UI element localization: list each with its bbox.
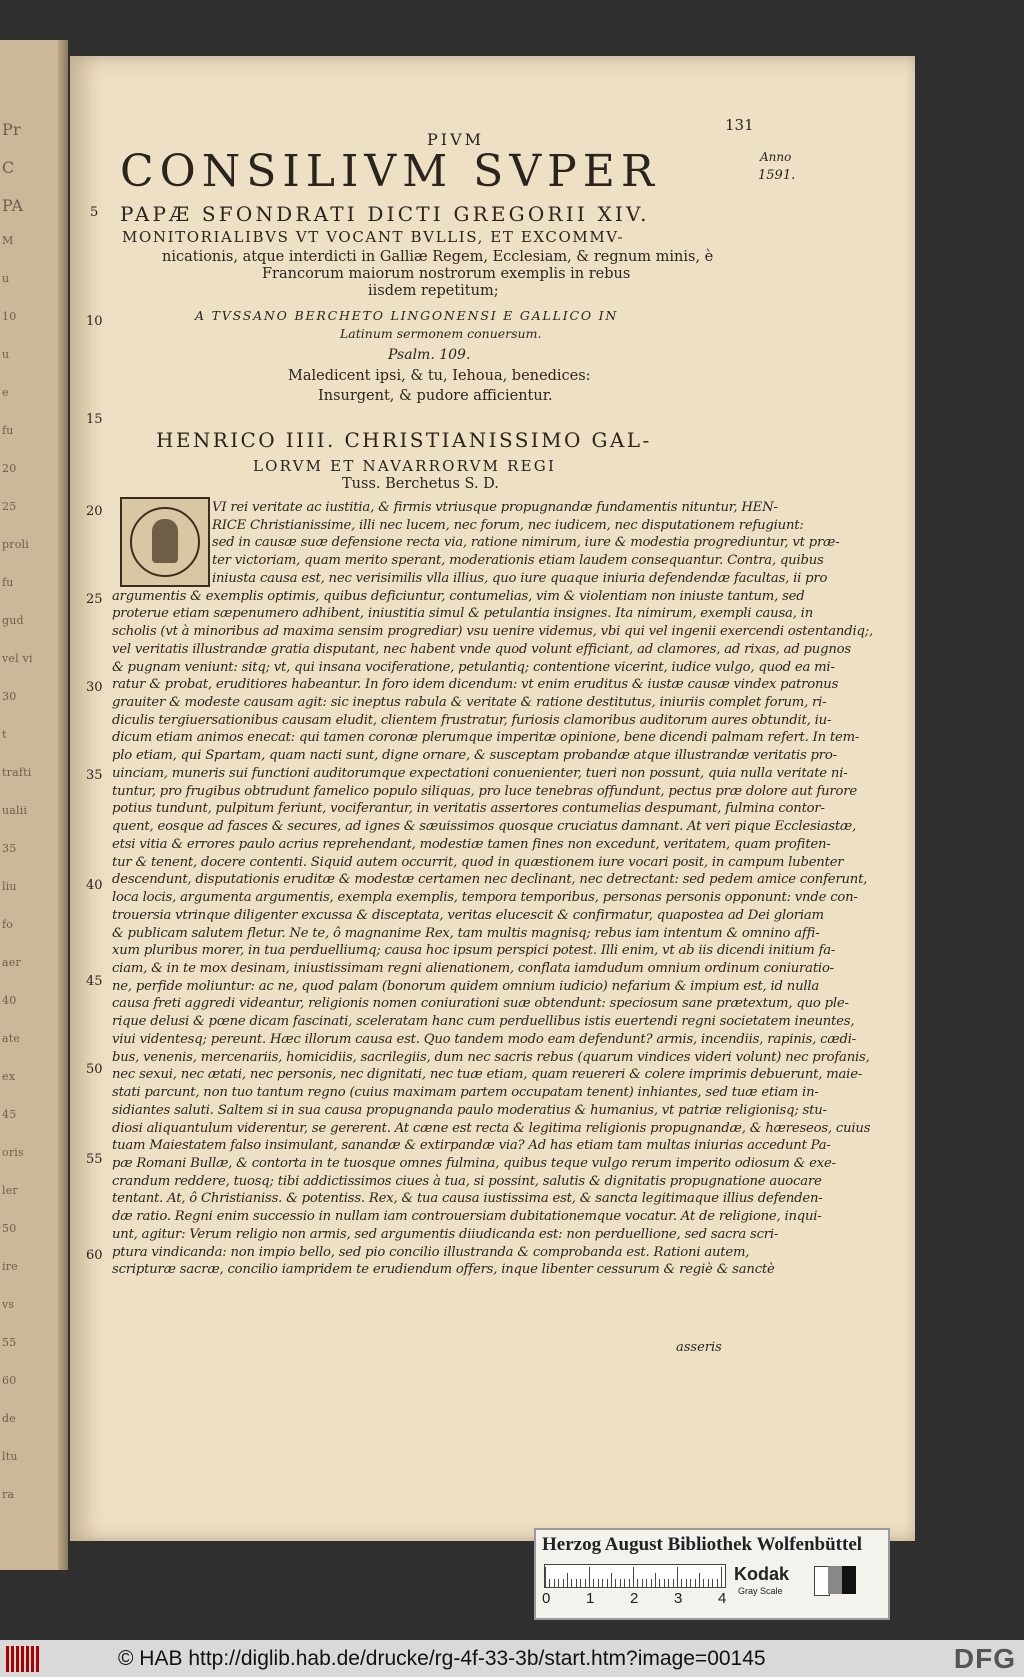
left-page-fragment: PA xyxy=(2,196,24,215)
ruler-tick xyxy=(681,1579,682,1587)
left-page-fragment: ex xyxy=(2,1070,16,1083)
body-line: pæ Romani Bullæ, & contorta in te tuosque omnes fulmina, quibus teque vulgo rerum imperito odiosum & exe- xyxy=(112,1156,836,1171)
ruler-tick xyxy=(690,1579,691,1587)
body-line: & pugnam veniunt: sitq; vt, qui insana vociferatione, petulantiq; contentione vicerint, iudice vulgo, quod ea mi- xyxy=(112,659,835,675)
body-line: viui videntesq; pereunt. Hæc illorum causa est. Quo tandem modo eam defendunt? armis, incendiis, rapinis, cædi- xyxy=(112,1031,857,1047)
catchword: asseris xyxy=(676,1340,722,1355)
line-number: 5 xyxy=(90,205,99,220)
running-head: PIVM xyxy=(427,130,485,149)
ruler-tick xyxy=(673,1579,674,1587)
left-page-fragment: ra xyxy=(2,1488,15,1501)
title-sub-4: Francorum maiorum nostrorum exemplis in rebus xyxy=(262,266,631,282)
ruler-tick xyxy=(659,1579,660,1587)
body-line: tur & tenent, docere contenti. Siquid autem occurrit, quod in quæstionem iure vocari posit, in campum lubenter xyxy=(112,854,844,870)
ruler-tick xyxy=(668,1579,669,1587)
ruler-tick xyxy=(624,1579,625,1587)
body-line: dicum etiam animos enecat: qui tamen coronæ plerumque imperitæ opinione, bene dicendi palmam refert. In tem- xyxy=(112,730,860,746)
psalm-verse-2: Insurgent, & pudore afficientur. xyxy=(318,388,553,404)
author-line-1: A TVSSANO BERCHETO LINGONENSI E GALLICO IN xyxy=(195,308,619,323)
body-line: tuam Maiestatem falso insimulant, sanandæ & extirpandæ via? Ad has etiam tam multas iniurias accedunt Pa- xyxy=(112,1138,831,1154)
line-number: 30 xyxy=(86,680,103,695)
ruler-tick xyxy=(589,1567,590,1587)
line-number: 10 xyxy=(86,314,103,329)
ruler-tick xyxy=(563,1579,564,1587)
body-line: loca locis, argumenta argumentis, exempla exemplis, tempora temporibus, personas personis opponunt: vnde con- xyxy=(112,890,858,906)
body-line: scholis (vt à minoribus ad maxima sensim progrediar) vsu uenire videmus, vbi qui vel ingenii exercendi ostentandiq;, xyxy=(112,624,873,640)
line-number: 25 xyxy=(86,592,103,607)
left-page-fragment: u xyxy=(2,348,10,361)
line-number: 50 xyxy=(86,1062,103,1077)
left-page-fragment: gud xyxy=(2,614,24,627)
initial-figure xyxy=(152,519,178,563)
body-line: quent, eosque ad fasces & secures, ad ignes & sæuissimos quosque cruciatus damnant. At veri pique Ecclesiastæ, xyxy=(112,819,857,835)
line-number: 35 xyxy=(86,768,103,783)
left-page-fragment: 35 xyxy=(2,842,17,855)
margin-year: 1591. xyxy=(758,168,796,183)
title-sub-3: nicationis, atque interdicti in Galliæ Regem, Ecclesiam, & regnum minis, è xyxy=(162,249,714,265)
left-page-fragment: oris xyxy=(2,1146,24,1159)
body-line: causa freti aggredi videantur, religionis nomen coniurationi suæ obtendunt: speciosum sane prætextum, quo ple- xyxy=(112,996,849,1012)
line-number: 20 xyxy=(86,504,103,519)
line-number: 15 xyxy=(86,412,103,427)
body-line: ptura vindicanda: non impio bello, sed pio concilio illustranda & comprobanda est. Rationi autem, xyxy=(112,1244,750,1260)
ruler-tick xyxy=(593,1579,594,1587)
book-gutter xyxy=(58,40,68,1570)
left-page-fragment: ltu xyxy=(2,1450,18,1463)
left-page-fragment: ler xyxy=(2,1184,18,1197)
ruler-number: 0 xyxy=(542,1590,551,1607)
body-line: dæ ratio. Regni enim successio in nullam iam controuersiam dubitationemque vocatur. At de religione, inqui- xyxy=(112,1209,822,1225)
ruler-number: 3 xyxy=(674,1590,683,1607)
body-line: sidiantes saluti. Saltem si in sua causa propugnanda paulo moderatius & humanius, vt patriæ religionisq; stu- xyxy=(112,1102,827,1118)
ruler-tick xyxy=(571,1579,572,1587)
ruler-tick xyxy=(642,1579,643,1587)
author-line-2: Latinum sermonem conuersum. xyxy=(340,326,542,341)
ruler-tick xyxy=(655,1573,656,1587)
dfg-logo: DFG xyxy=(953,1643,1016,1674)
left-page-fragment: ualii xyxy=(2,804,28,817)
body-line: tuntur, pro frugibus obtrudunt famelico populo siliquas, pro luce tenebras offundunt, pectus præ dolore aut furore xyxy=(112,783,857,799)
footer-bar xyxy=(0,1640,1024,1677)
left-page-fragment: fo xyxy=(2,918,14,931)
body-line: ter victoriam, quam merito sperant, moderationis etiam laudem consequantur. Contra, quibus xyxy=(212,553,824,569)
left-page-fragment: vs xyxy=(2,1298,15,1311)
ruler-tick xyxy=(567,1573,568,1587)
ruler-tick xyxy=(646,1579,647,1587)
left-page-fragment: 20 xyxy=(2,462,17,475)
body-line: etsi vitia & errores paulo acrius reprehendant, modestiæ tamen fines non excedunt, veritatem, quam profiten- xyxy=(112,836,831,852)
left-page-fragment: fu xyxy=(2,576,14,589)
ruler-tick xyxy=(664,1579,665,1587)
ruler-tick xyxy=(717,1579,718,1587)
dedication-line-3: Tuss. Berchetus S. D. xyxy=(342,476,499,492)
left-page-fragment: C xyxy=(2,158,15,177)
psalm-reference: Psalm. 109. xyxy=(388,347,471,363)
left-page-fragment: t xyxy=(2,728,7,741)
ruler-tick xyxy=(558,1579,559,1587)
page-number: 131 xyxy=(725,116,754,134)
body-line: unt, agitur: Verum religio non armis, sed argumentis diiudicanda est: non perduellione, sed sacra scri- xyxy=(112,1226,779,1242)
body-line: stati parcunt, non tuo tantum regno (cuius maximam partem occupatam tenent) inhiantes, sed tuæ etiam in- xyxy=(112,1085,819,1101)
ruler-tick xyxy=(703,1579,704,1587)
title-sub-2: MONITORIALIBVS VT VOCANT BVLLIS, ET EXCOMMV- xyxy=(122,228,625,246)
left-page-fragment: u xyxy=(2,272,10,285)
ruler-tick xyxy=(611,1573,612,1587)
library-color-target xyxy=(534,1528,890,1620)
ruler-tick xyxy=(637,1579,638,1587)
ruler-tick xyxy=(615,1579,616,1587)
ruler-tick xyxy=(598,1579,599,1587)
left-page-fragment: Pr xyxy=(2,120,21,139)
ruler-tick xyxy=(686,1579,687,1587)
body-line: ne, perfide moliuntur: ac ne, quod palam (bonorum quidem omnium iudicio) nefarium & impium est, id nulla xyxy=(112,978,820,994)
left-page-fragment: e xyxy=(2,386,9,399)
body-line: bus, venenis, mercenariis, homicidiis, sacrilegiis, dum nec sacris rebus (quarum vindices videri volunt) nec profanis, xyxy=(112,1049,870,1065)
scale-ruler xyxy=(544,1564,726,1588)
left-page-fragment: 60 xyxy=(2,1374,17,1387)
ruler-tick xyxy=(712,1579,713,1587)
left-page-fragment: 40 xyxy=(2,994,17,1007)
gray-scale-label: Gray Scale xyxy=(738,1586,783,1596)
ruler-number: 2 xyxy=(630,1590,639,1607)
body-line: plo etiam, qui Spartam, quam nacti sunt, digne ornare, & susceptam probandæ atque illustrandæ veritatis pro- xyxy=(112,748,837,764)
body-line: & publicam salutem fletur. Ne te, ô magnanime Rex, tam multis magnisq; rebus iam intentum & omnino affi- xyxy=(112,925,820,941)
body-line: diculis tergiuersationibus causam eludit, clientem frustratur, furiosis clamoribus auditorum aures obtundit, iu- xyxy=(112,712,832,728)
body-line: tentant. At, ô Christianiss. & potentiss. Rex, & tua causa iustissima est, & sancta legitimaque illius defenden- xyxy=(112,1191,823,1207)
ruler-tick xyxy=(633,1567,634,1587)
left-page-fragment: 50 xyxy=(2,1222,17,1235)
line-number: 40 xyxy=(86,878,103,893)
decorated-initial-q xyxy=(120,497,210,587)
ruler-tick xyxy=(721,1567,722,1587)
title-main: CONSILIVM SVPER xyxy=(120,146,660,197)
left-page-edge xyxy=(0,40,68,1570)
ruler-number: 4 xyxy=(718,1590,727,1607)
line-number: 55 xyxy=(86,1152,103,1167)
left-page-fragment: ate xyxy=(2,1032,21,1045)
ruler-tick xyxy=(554,1579,555,1587)
ruler-tick xyxy=(651,1579,652,1587)
body-line: ciam, & in te mox desinam, iniustissimam regni alienationem, conflata iamdudum omnium ordinum coniuratio- xyxy=(112,960,834,976)
psalm-verse-1: Maledicent ipsi, & tu, Iehoua, benedices: xyxy=(288,368,591,384)
left-page-fragment: proli xyxy=(2,538,29,551)
body-line: vel veritatis illustrandæ gratia disputant, nec habent vnde quod volunt efficiant, ad clamores, ad rixas, ad pugnos xyxy=(112,641,851,657)
line-number: 45 xyxy=(86,974,103,989)
ruler-tick xyxy=(602,1579,603,1587)
body-line: iniusta causa est, nec verisimilis vlla illius, quo iure quaque iniuria defendendæ facultas, ii pro xyxy=(212,570,828,586)
ruler-tick xyxy=(580,1579,581,1587)
dedication-line-2: LORVM ET NAVARRORVM REGI xyxy=(253,457,557,475)
body-line: descendunt, disputationis eruditæ & modestæ certamen nec declinant, nec detrectant: sed pedem amice conferunt, xyxy=(112,872,868,888)
gray-patch-mid xyxy=(828,1566,842,1594)
left-page-fragment: 25 xyxy=(2,500,17,513)
body-line: proterue etiam sæpenumero adhibent, iniustitia simul & petulantia insignes. Ita nimirum, exempli causa, in xyxy=(112,606,813,622)
body-line: sed in causæ suæ defensione recta via, ratione nimirum, iure & modestia progrediuntur, vt præ- xyxy=(212,535,840,551)
body-line: RICE Christianissime, illi nec lucem, nec forum, nec iudicem, nec disputationem refugiunt: xyxy=(212,517,804,533)
body-line: uinciam, muneris sui functioni auditorumque expectationi conuenienter, tueri non possunt, quia nulla veritate ni- xyxy=(112,765,848,781)
ruler-tick xyxy=(576,1579,577,1587)
ruler-tick xyxy=(620,1579,621,1587)
left-page-fragment: fu xyxy=(2,424,14,437)
margin-year-label: Anno xyxy=(760,150,792,164)
left-page-fragment: 45 xyxy=(2,1108,17,1121)
ruler-tick xyxy=(677,1567,678,1587)
body-line: diosi aliquantulum viderentur, se gererent. At cæne est recta & legitima religionis propugnandæ, & hæreseos, cuius xyxy=(112,1120,871,1136)
ruler-number: 1 xyxy=(586,1590,595,1607)
body-line: potius tundunt, pulpitum feriunt, vociferantur, in veritatis assertores contumelias despumant, fulmina contor- xyxy=(112,801,825,817)
ruler-tick xyxy=(545,1567,546,1587)
ruler-tick xyxy=(699,1573,700,1587)
left-page-fragment: de xyxy=(2,1412,16,1425)
hab-logo-icon xyxy=(6,1646,48,1672)
body-line: crandum reddere, tuosq; tibi addictissimos ciues à tua, si possint, salutis & dignitatis propugnatione auocare xyxy=(112,1173,822,1189)
body-line: grauiter & modeste causam agit: sic ineptus rabula & veritate & ratione destitutus, iniuriis complet forum, ri- xyxy=(112,695,827,711)
left-page-fragment: M xyxy=(2,234,14,247)
left-page-fragment: 55 xyxy=(2,1336,17,1349)
left-page-fragment: 30 xyxy=(2,690,17,703)
left-page-fragment: ire xyxy=(2,1260,18,1273)
body-line: argumentis & exemplis optimis, quibus deficiuntur, contumelias, vim & violentiam non iniuste tantum, sed xyxy=(112,588,805,604)
kodak-label: Kodak xyxy=(734,1564,790,1584)
body-line: scripturæ sacræ, concilio iampridem te erudiendum offers, inque libenter cessurum & regiè & sanctè xyxy=(112,1262,775,1278)
line-number: 60 xyxy=(86,1248,103,1263)
body-line: rique delusi & pœne dicam fascinati, sceleratam hanc cum perduellibus istis euertendi regni societatem ineuntes, xyxy=(112,1014,855,1030)
left-page-fragment: aer xyxy=(2,956,21,969)
left-page-fragment: liu xyxy=(2,880,17,893)
title-sub-5: iisdem repetitum; xyxy=(368,283,499,299)
ruler-tick xyxy=(585,1579,586,1587)
body-line: trouersia vtrinque diligenter excussa & disceptata, veritas elucescit & confirmatur, quapostea ad Dei gloriam xyxy=(112,907,824,923)
ruler-tick xyxy=(607,1579,608,1587)
dedication-line-1: HENRICO IIII. CHRISTIANISSIMO GAL- xyxy=(156,428,652,452)
body-line: xum pluribus morer, in tua perduelliumq; causa hoc ipsum perspici potest. Illi enim, vt ab iis dicendi initium fa- xyxy=(112,943,836,959)
left-page-fragment: vel vi xyxy=(2,652,33,665)
ruler-tick xyxy=(549,1579,550,1587)
title-sub-1: PAPÆ SFONDRATI DICTI GREGORII XIV. xyxy=(120,202,650,226)
ruler-tick xyxy=(695,1579,696,1587)
source-url[interactable]: © HAB http://diglib.hab.de/drucke/rg-4f-33-3b/start.htm?image=00145 xyxy=(118,1647,766,1670)
body-line: VI rei veritate ac iustitia, & firmis vtriusque propugnandæ fundamentis nituntur, HEN- xyxy=(212,500,778,515)
library-name: Herzog August Bibliothek Wolfenbüttel xyxy=(542,1534,863,1555)
body-line: ratur & probat, eruditiores habeantur. In foro idem dicendum: vt enim eruditus & iustæ causæ vindex patronus xyxy=(112,677,839,693)
gray-patch-black xyxy=(842,1566,856,1594)
body-line: nec sexui, nec ætati, nec personis, nec dignitati, nec tuæ etiam, quam reuereri & colere imprimis debuerunt, maie- xyxy=(112,1067,863,1083)
ruler-tick xyxy=(629,1579,630,1587)
left-page-fragment: 10 xyxy=(2,310,17,323)
left-page-fragment: trafti xyxy=(2,766,32,779)
ruler-tick xyxy=(708,1579,709,1587)
